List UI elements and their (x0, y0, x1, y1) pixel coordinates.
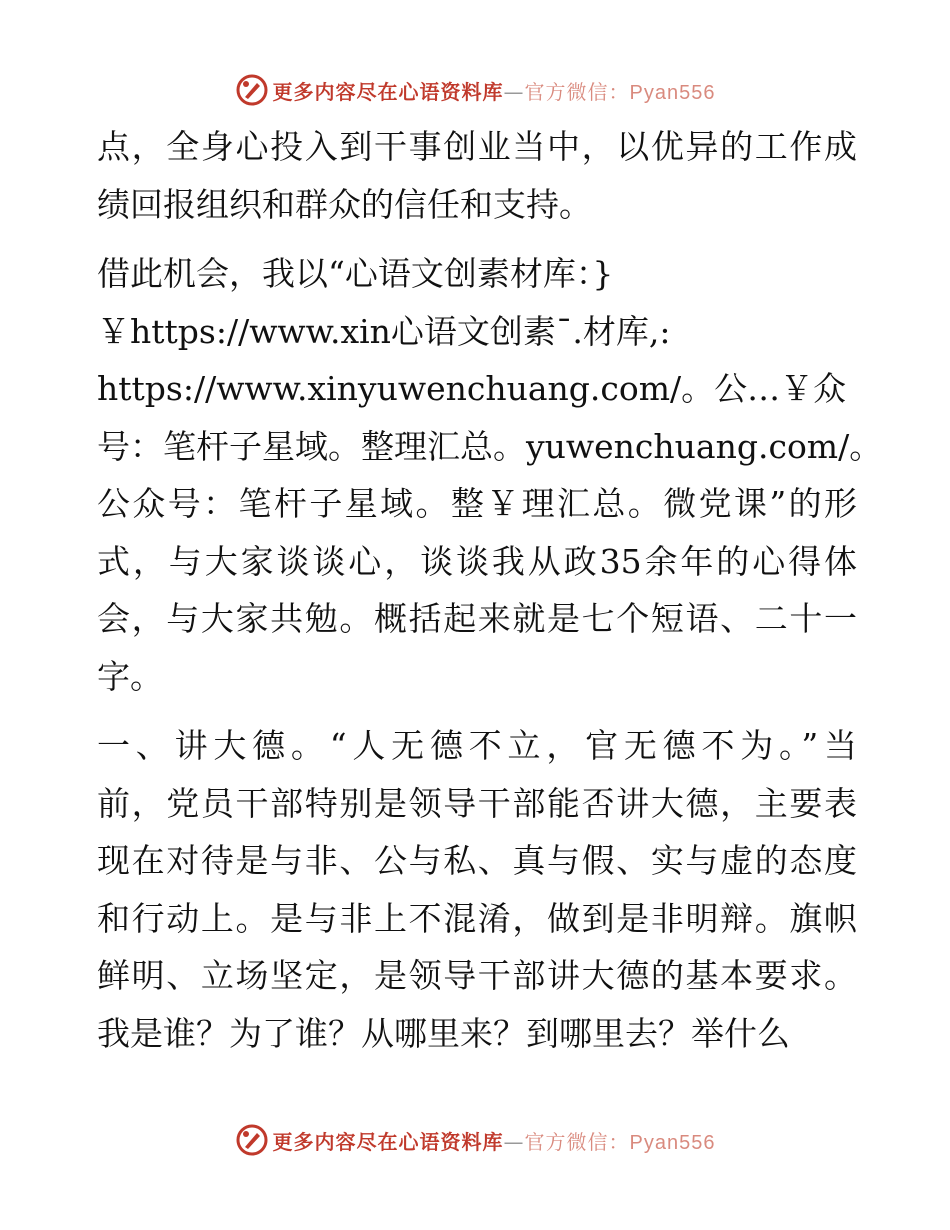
watermark-text: 更多内容尽在心语资料库—官方微信：Pyan556 (272, 1129, 716, 1154)
text-line: 公众号：笔杆子星域。整￥理汇总。微党课”的形 (97, 484, 857, 523)
text-line: https://www.xinyuwenchuang.com/。公…￥众 (97, 369, 847, 408)
text-line: 字。 (97, 656, 163, 696)
header-watermark (0, 70, 950, 110)
text-line: 点，全身心投入到干事创业当中，以优异的工作成 (97, 127, 857, 166)
text-line: 现在对待是与非、公与私、真与假、实与虚的态度 (97, 841, 857, 880)
brand-logo-icon (235, 73, 269, 107)
text-line: 借此机会，我以“心语文创素材库：} (97, 254, 614, 293)
text-line: 鲜明、立场坚定，是领导干部讲大德的基本要求。 (97, 956, 857, 995)
text-line: 会，与大家共勉。概括起来就是七个短语、二十一 (97, 599, 857, 638)
paragraph (97, 245, 883, 705)
text-line: 前，党员干部特别是领导干部能否讲大德，主要表 (97, 783, 857, 823)
text-line: ￥https://www.xin心语文创素¯.材库,: (97, 311, 671, 351)
watermark-text: 更多内容尽在心语资料库—官方微信：Pyan556 (272, 79, 716, 104)
text-line: 和行动上。是与非上不混淆，做到是非明辩。旗帜 (97, 898, 857, 938)
brand-logo-icon (235, 1123, 269, 1157)
footer-watermark (0, 1120, 950, 1160)
text-line: 式，与大家谈谈心，谈谈我从政35余年的心得体 (97, 541, 857, 581)
text-line: 绩回报组织和群众的信任和支持。 (97, 184, 592, 224)
text-line: 我是谁？为了谁？从哪里来？到哪里去？举什么 (97, 1013, 790, 1053)
text-line: 一、讲大德。“人无德不立，官无德不为。”当 (97, 726, 857, 765)
text-line: 号：笔杆子星域。整理汇总。yuwenchuang.com/。 (97, 426, 883, 466)
document-body (97, 118, 883, 1062)
paragraph (97, 118, 857, 233)
paragraph (97, 717, 857, 1062)
